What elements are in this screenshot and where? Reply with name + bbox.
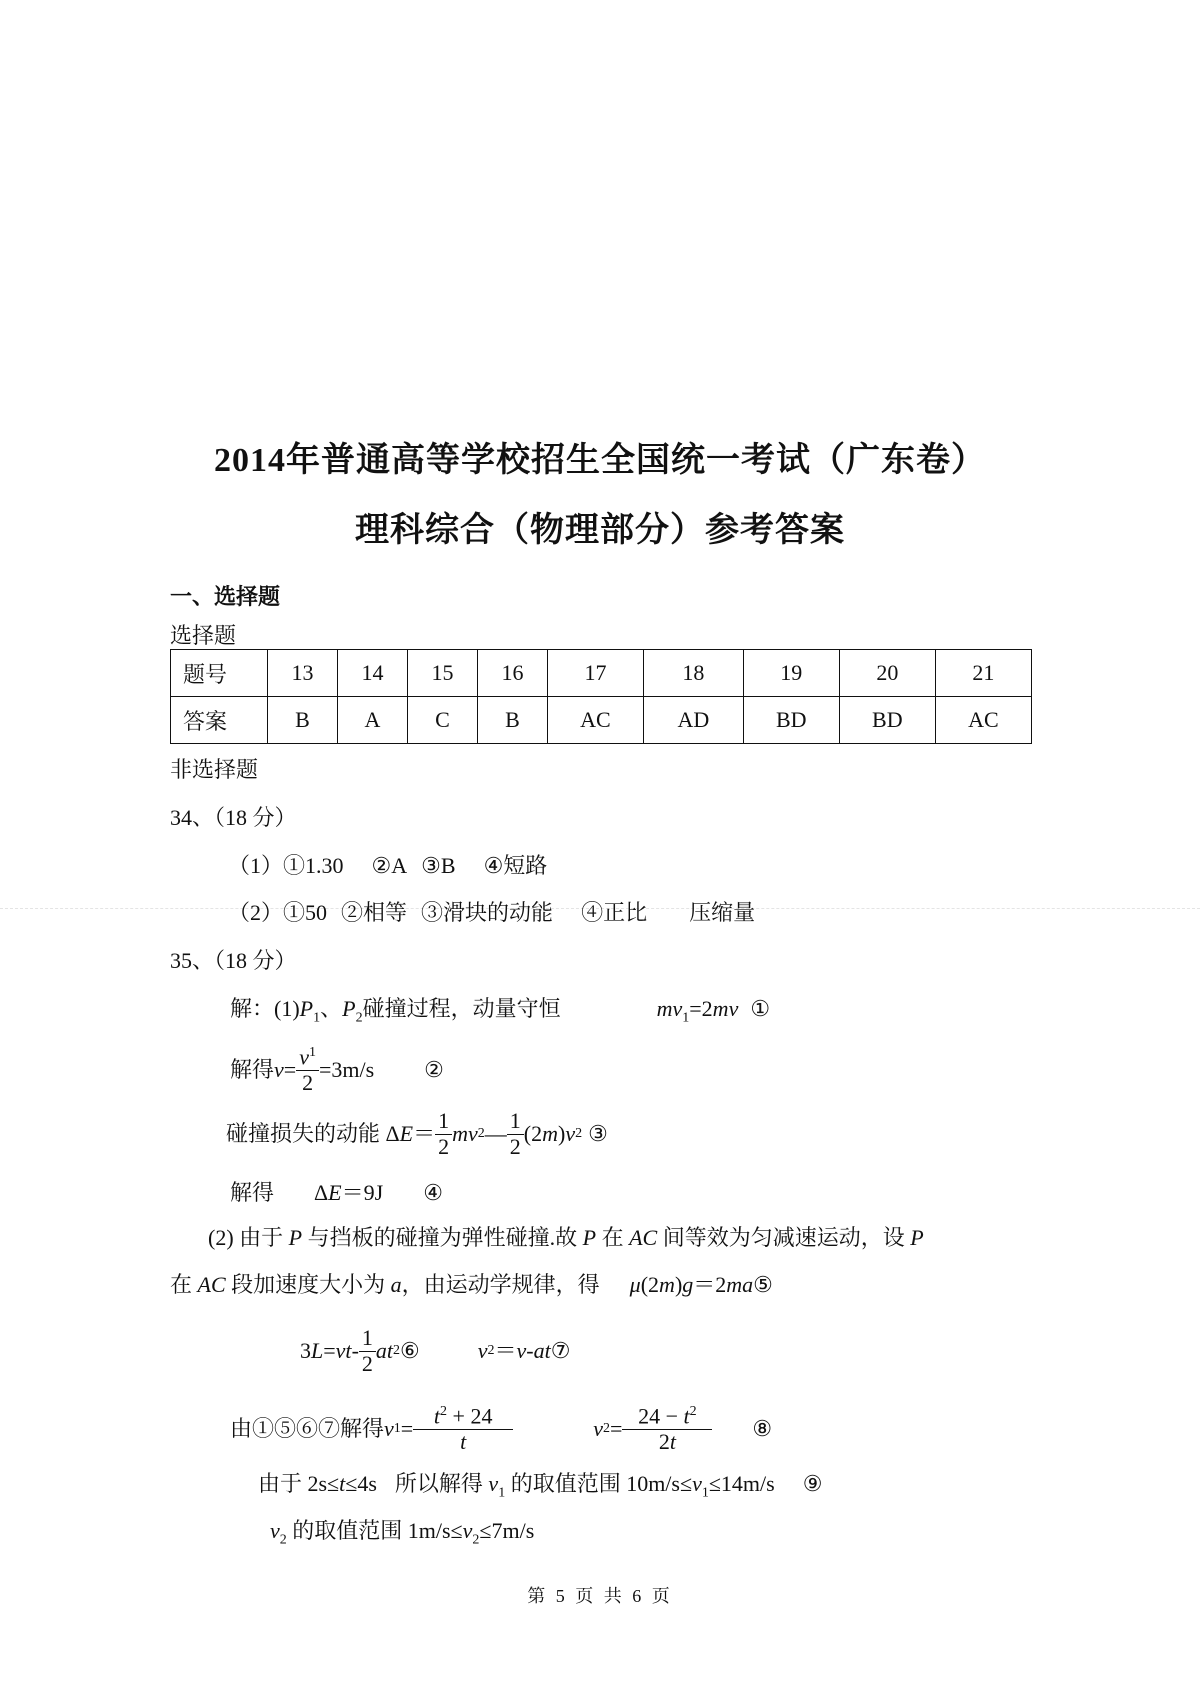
text: 的取值范围 1m/s≤ xyxy=(286,1518,463,1543)
text: ，由运动学规律，得 xyxy=(401,1272,600,1297)
var: P xyxy=(342,996,356,1021)
equation-mark: ⑤ xyxy=(753,1272,773,1297)
table-cell: 19 xyxy=(743,650,839,697)
part-lead: （2） xyxy=(228,900,284,925)
var: P xyxy=(910,1225,924,1250)
text: 由于 2s≤ xyxy=(258,1471,340,1496)
q35-header: 35、（18 分） xyxy=(170,948,297,973)
q35-line5 xyxy=(208,1223,924,1253)
var: v xyxy=(565,1121,576,1146)
table-cell: B xyxy=(477,697,547,744)
fraction xyxy=(359,1326,376,1375)
sub: 2 xyxy=(279,1532,287,1548)
sub: 1 xyxy=(682,1010,690,1026)
var: v xyxy=(516,1338,527,1363)
sup: 2 xyxy=(477,1126,485,1141)
section-heading: 一、选择题 xyxy=(170,584,281,609)
answer: ③B xyxy=(421,853,456,878)
text: 24 − xyxy=(638,1403,684,1429)
sub: 2 xyxy=(472,1532,480,1548)
equation-mark: ⑧ xyxy=(752,1416,773,1441)
text: 3 xyxy=(300,1338,311,1363)
var: AC xyxy=(197,1272,226,1297)
table-cell: 18 xyxy=(643,650,743,697)
text: 的取值范围 10m/s≤ xyxy=(505,1471,693,1496)
text: ＝9J xyxy=(341,1180,384,1205)
answer: ④正比 xyxy=(581,900,648,925)
var: m xyxy=(452,1121,469,1146)
var: v xyxy=(274,1057,284,1082)
den: 2 xyxy=(361,1350,373,1376)
text: 所以解得 xyxy=(394,1471,489,1496)
num: 1 xyxy=(435,1109,452,1134)
answer: 压缩量 xyxy=(689,900,756,925)
text: 解得 xyxy=(230,1180,275,1205)
den: 2 xyxy=(302,1069,314,1095)
var: v xyxy=(593,1416,603,1441)
sub: 1 xyxy=(498,1485,506,1501)
table-cell: 15 xyxy=(407,650,477,697)
answer: ①1.30 xyxy=(283,853,344,878)
q35-line3 xyxy=(226,1100,608,1168)
equation-mark: ③ xyxy=(588,1121,608,1146)
text: = xyxy=(400,1416,414,1441)
text: 碰撞损失的动能 Δ xyxy=(226,1121,400,1146)
part-lead: （1） xyxy=(228,853,284,878)
var: v xyxy=(728,996,739,1021)
text: ＝2 xyxy=(693,1272,727,1297)
var: m xyxy=(659,1272,675,1297)
text: 在 xyxy=(596,1225,630,1250)
table-cell: C xyxy=(407,697,477,744)
var: v xyxy=(468,1121,478,1146)
var: E xyxy=(328,1180,342,1205)
sub: 1 xyxy=(701,1485,709,1501)
table-row xyxy=(171,650,1032,697)
var: ma xyxy=(726,1272,754,1297)
var: P xyxy=(288,1225,303,1250)
text: =2 xyxy=(689,996,713,1021)
table-cell: 21 xyxy=(935,650,1031,697)
text: ) xyxy=(558,1121,566,1146)
equation-mark: ⑥ xyxy=(400,1338,420,1363)
fraction xyxy=(296,1045,319,1095)
q34-header: 34、（18 分） xyxy=(170,805,297,830)
text: 在 xyxy=(170,1272,198,1297)
equation-mark: ④ xyxy=(423,1180,443,1205)
equation-mark: ② xyxy=(424,1057,444,1082)
q35-line9 xyxy=(258,1469,822,1508)
var: v xyxy=(692,1471,702,1496)
sub: 2 xyxy=(355,1010,363,1026)
text: 、 xyxy=(320,996,343,1021)
fraction xyxy=(413,1404,513,1454)
var: P xyxy=(299,996,314,1021)
var: m xyxy=(712,996,729,1021)
answer: ④短路 xyxy=(483,853,548,878)
answer: ②相等 xyxy=(341,900,408,925)
text: (2 xyxy=(640,1272,660,1297)
section-sub: 选择题 xyxy=(170,623,237,648)
text: = xyxy=(323,1338,336,1363)
num: 1 xyxy=(507,1109,524,1134)
table-cell: 20 xyxy=(839,650,935,697)
equation-mark: ⑨ xyxy=(802,1471,823,1496)
num: 1 xyxy=(359,1326,376,1351)
var: t xyxy=(669,1428,676,1454)
table-cell: 14 xyxy=(337,650,407,697)
var: v xyxy=(270,1518,280,1543)
var: L xyxy=(311,1338,324,1363)
q35-line6 xyxy=(170,1270,773,1300)
table-cell: A xyxy=(337,697,407,744)
var: AC xyxy=(629,1225,658,1250)
q35-line1 xyxy=(230,994,770,1033)
var: t xyxy=(460,1428,467,1454)
fraction xyxy=(507,1109,524,1158)
answer-table xyxy=(170,649,1032,744)
table-label: 题号 xyxy=(171,650,268,697)
text: ＝ xyxy=(494,1338,517,1363)
equation-mark: ① xyxy=(750,996,771,1021)
text: ＝ xyxy=(413,1121,436,1146)
var: a xyxy=(390,1272,402,1297)
text: Δ xyxy=(314,1180,329,1205)
sup: 2 xyxy=(393,1343,401,1358)
doc-subtitle: 理科综合（物理部分）参考答案 xyxy=(355,512,845,549)
table-cell: B xyxy=(268,697,338,744)
text: = xyxy=(609,1416,623,1441)
den: 2 xyxy=(509,1133,521,1159)
text: 与挡板的碰撞为弹性碰撞.故 xyxy=(302,1225,583,1250)
var: m xyxy=(542,1121,558,1146)
text: 2 xyxy=(658,1428,670,1454)
nonchoice-heading: 非选择题 xyxy=(170,757,259,782)
var: v xyxy=(299,1044,309,1070)
var: P xyxy=(582,1225,597,1250)
table-cell: BD xyxy=(743,697,839,744)
q34-part2 xyxy=(228,898,755,928)
sub: 2 xyxy=(487,1343,495,1358)
fraction xyxy=(435,1109,452,1158)
table-cell: 17 xyxy=(547,650,643,697)
table-cell: AD xyxy=(643,697,743,744)
table-cell: 16 xyxy=(477,650,547,697)
q35-line10 xyxy=(270,1516,534,1555)
den: 2 xyxy=(438,1133,450,1159)
text: =3m/s xyxy=(318,1057,375,1082)
sub: 2 xyxy=(602,1421,610,1436)
answer: ③滑块的动能 xyxy=(421,900,554,925)
var: vt xyxy=(335,1338,352,1363)
var: m xyxy=(656,996,673,1021)
sup: 2 xyxy=(575,1126,583,1141)
var: g xyxy=(682,1272,694,1297)
fraction xyxy=(622,1404,712,1454)
var: μ xyxy=(629,1272,641,1297)
text: ≤7m/s xyxy=(479,1518,535,1543)
text: ) xyxy=(674,1272,683,1297)
var: t xyxy=(433,1403,441,1429)
table-row xyxy=(171,697,1032,744)
answer: ②A xyxy=(371,853,408,878)
table-cell: BD xyxy=(839,697,935,744)
var: v xyxy=(462,1518,473,1543)
text: 间等效为匀减速运动，设 xyxy=(657,1225,911,1250)
sub: 1 xyxy=(313,1010,321,1026)
var: v xyxy=(672,996,683,1021)
q35-line4 xyxy=(230,1178,443,1208)
text: = xyxy=(283,1057,297,1082)
var: at xyxy=(375,1338,394,1363)
var: at xyxy=(533,1338,551,1363)
q35-line2 xyxy=(230,1038,444,1102)
table-cell: AC xyxy=(935,697,1031,744)
table-cell: 13 xyxy=(268,650,338,697)
page-footer: 第 5 页 共 6 页 xyxy=(527,1586,673,1606)
q35-line7 xyxy=(300,1316,570,1386)
q34-part1 xyxy=(228,851,547,881)
table-label: 答案 xyxy=(171,697,268,744)
equation-mark: ⑦ xyxy=(550,1338,571,1363)
text: 解得 xyxy=(230,1057,275,1082)
var: t xyxy=(683,1403,690,1429)
text: (2) 由于 xyxy=(208,1225,289,1250)
sup: 2 xyxy=(689,1404,697,1420)
sup: 1 xyxy=(308,1045,316,1061)
var: v xyxy=(384,1416,394,1441)
sup: 2 xyxy=(440,1404,448,1420)
text: ≤4s xyxy=(345,1471,377,1496)
text: 解：(1) xyxy=(230,996,300,1021)
text: + 24 xyxy=(447,1403,493,1429)
table-cell: AC xyxy=(547,697,643,744)
var: v xyxy=(488,1471,499,1496)
doc-title: 2014年普通高等学校招生全国统一考试（广东卷） xyxy=(214,442,986,479)
answer: ①50 xyxy=(283,900,328,925)
text: — xyxy=(484,1121,507,1146)
sub: 1 xyxy=(393,1421,401,1436)
var: v xyxy=(477,1338,488,1363)
text: 段加速度大小为 xyxy=(225,1272,391,1297)
text: 碰撞过程，动量守恒 xyxy=(362,996,561,1021)
var: E xyxy=(399,1121,414,1146)
text: ≤14m/s xyxy=(708,1471,775,1496)
q35-line8 xyxy=(230,1394,772,1464)
text: 由①⑤⑥⑦解得 xyxy=(230,1416,385,1441)
text: (2 xyxy=(523,1121,543,1146)
text: - xyxy=(526,1338,534,1363)
var: t xyxy=(339,1471,346,1496)
text: - xyxy=(351,1338,359,1363)
